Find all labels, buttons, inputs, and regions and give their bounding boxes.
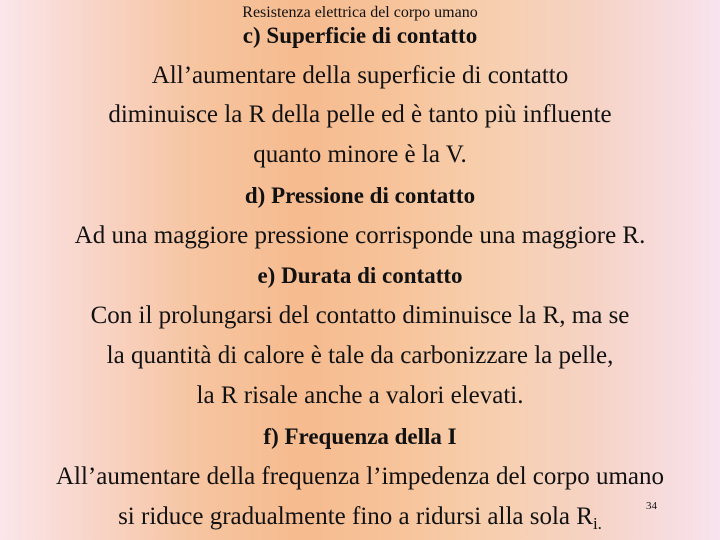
body-line: Ad una maggiore pressione corrisponde una maggiore R. bbox=[74, 222, 646, 249]
body-line: Con il prolungarsi del contatto diminuisce la R, ma se bbox=[90, 302, 630, 329]
body-line-last bbox=[0, 502, 720, 539]
subscript-i: i. bbox=[592, 514, 602, 533]
body-line: quanto minore è la V. bbox=[253, 141, 467, 168]
slide-number: 34 bbox=[646, 500, 657, 512]
body-line: la quantità di calore è tale da carbonizzare la pelle, bbox=[106, 342, 614, 369]
body-line: All’aumentare della frequenza l’impedenza del corpo umano bbox=[55, 463, 665, 490]
body-line-last-text: si riduce gradualmente fino a ridursi alla sola R bbox=[118, 503, 593, 530]
slide-header-title: Resistenza elettrica del corpo umano bbox=[242, 4, 478, 21]
section-heading-pressione: d) Pressione di contatto bbox=[244, 183, 476, 208]
body-line: la R risale anche a valori elevati. bbox=[196, 382, 524, 409]
body-line: All’aumentare della superficie di contatto bbox=[151, 62, 569, 89]
section-heading-superficie: c) Superficie di contatto bbox=[242, 23, 478, 48]
section-heading-durata: e) Durata di contatto bbox=[257, 263, 463, 288]
section-heading-frequenza: f) Frequenza della I bbox=[263, 424, 457, 449]
body-line: diminuisce la R della pelle ed è tanto più influente bbox=[108, 101, 612, 128]
